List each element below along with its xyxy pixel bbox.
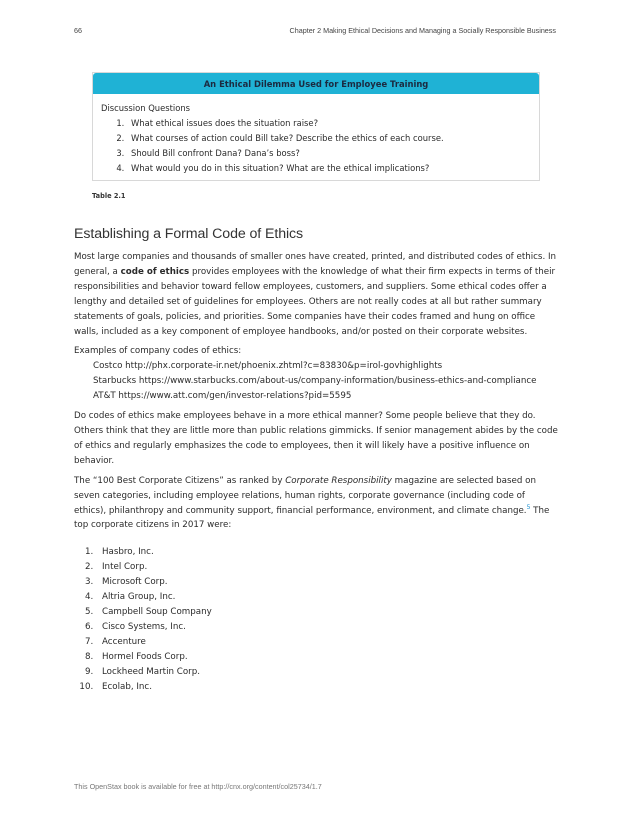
box-body xyxy=(93,94,539,180)
text-run: magazine are selected based on seven categories, including employee relations, human rights, corporate governance (including code of ethics), philanthropy and community support, financial performance, environment, and climate change. xyxy=(74,475,536,516)
examples-block xyxy=(74,344,558,404)
paragraph-code-of-ethics xyxy=(74,250,558,339)
table-caption: Table 2.1 xyxy=(92,192,126,200)
text-run: provides employees with the knowledge of what their firm expects in terms of their responsibilities and behavior toward fellow employees, customers, and suppliers. Some ethical codes offer a lengthy and detailed set of guidelines for employees. Others are not really codes at all but rather summary statements of goals, policies, and priorities. Some companies have their codes framed and hung on office walls, included as a key component of employee handbooks, and/or posted on their corporate websites. xyxy=(74,266,556,337)
text-run: Most large companies and thousands of smaller ones have created, printed, and distributed codes of ethics. In general, a xyxy=(74,252,557,277)
list-item: 1. Hasbro, Inc. xyxy=(96,545,558,560)
text-run: The “100 Best Corporate Citizens” as ranked by xyxy=(74,475,286,486)
list-item: 8. Hormel Foods Corp. xyxy=(96,650,558,665)
example-starbucks[interactable]: Starbucks https://www.starbucks.com/about-us/company-information/business-ethics-and-compliance xyxy=(93,376,537,387)
text-run: The top corporate citizens in 2017 were: xyxy=(74,505,550,531)
top-corporate-citizens-list xyxy=(74,545,558,695)
list-item: 7. Accenture xyxy=(96,635,558,650)
page-number: 66 xyxy=(74,26,82,35)
list-item: 5. Campbell Soup Company xyxy=(96,605,558,620)
key-term-code-of-ethics: code of ethics xyxy=(120,266,190,277)
page-footer: This OpenStax book is available for free at http://cnx.org/content/col25734/1.7 xyxy=(74,782,322,791)
list-item: 10. Ecolab, Inc. xyxy=(96,680,558,695)
question-item: 3. Should Bill confront Dana? Dana’s boss? xyxy=(127,146,531,161)
paragraph-effectiveness: Do codes of ethics make employees behave in a more ethical manner? Some people believe that they do. Others think that they are little more than public relations gimmicks. If senior management abides by the code of ethics and regularly emphasizes the code to employees, then it will likely have a positive influence on behavior. xyxy=(74,411,558,466)
box-title: An Ethical Dilemma Used for Employee Training xyxy=(93,73,539,94)
example-att[interactable]: AT&T https://www.att.com/gen/investor-relations?pid=5595 xyxy=(93,391,352,402)
ethical-dilemma-box xyxy=(92,72,540,181)
list-item: 4. Altria Group, Inc. xyxy=(96,590,558,605)
list-item: 6. Cisco Systems, Inc. xyxy=(96,620,558,635)
chapter-title: Chapter 2 Making Ethical Decisions and Managing a Socially Responsible Business xyxy=(289,26,556,35)
question-item: 1. What ethical issues does the situation raise? xyxy=(127,116,531,131)
examples-intro: Examples of company codes of ethics: xyxy=(74,346,242,357)
list-item: 2. Intel Corp. xyxy=(96,560,558,575)
discussion-questions-list xyxy=(101,116,531,176)
paragraph-best-corporate-citizens xyxy=(74,474,558,534)
list-item: 3. Microsoft Corp. xyxy=(96,575,558,590)
example-costco[interactable]: Costco http://phx.corporate-ir.net/phoenix.zhtml?c=83830&p=irol-govhighlights xyxy=(93,361,443,372)
discussion-questions-heading: Discussion Questions xyxy=(101,103,191,113)
magazine-name: Corporate Responsibility xyxy=(285,475,392,486)
section-title: Establishing a Formal Code of Ethics xyxy=(74,226,304,242)
question-item: 4. What would you do in this situation? What are the ethical implications? xyxy=(127,161,531,176)
list-item: 9. Lockheed Martin Corp. xyxy=(96,665,558,680)
section-content xyxy=(74,250,558,695)
question-item: 2. What courses of action could Bill take? Describe the ethics of each course. xyxy=(127,131,531,146)
footnote-link[interactable]: 5 xyxy=(526,503,531,511)
